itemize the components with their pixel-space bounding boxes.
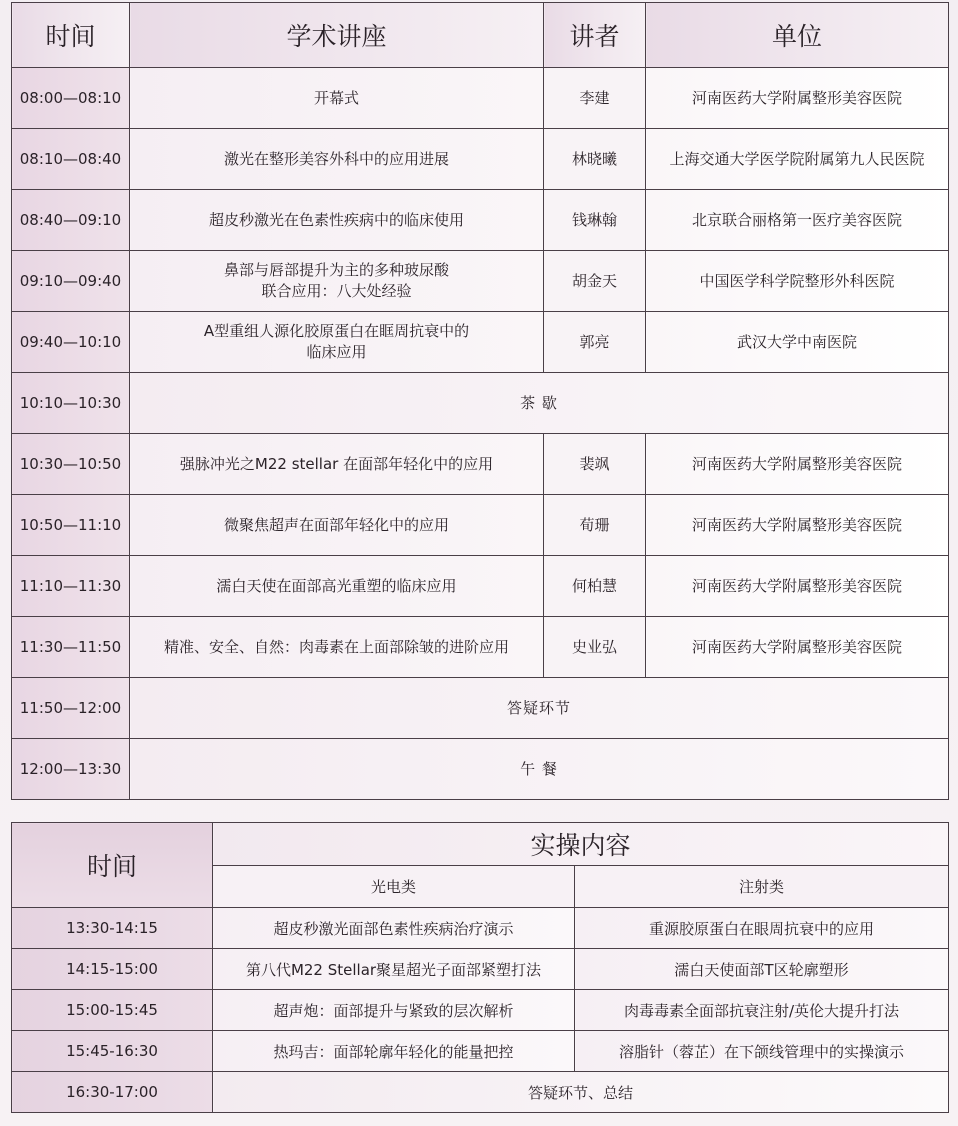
table-row — [12, 949, 949, 990]
talk-cell: 强脉冲光之M22 stellar 在面部年轻化中的应用 — [130, 434, 544, 495]
speaker-cell: 林晓曦 — [544, 129, 646, 190]
lecture-schedule-table — [11, 2, 949, 800]
talk-cell: 超皮秒激光在色素性疾病中的临床使用 — [130, 190, 544, 251]
table-row — [12, 617, 949, 678]
header-talk: 学术讲座 — [130, 3, 544, 68]
header-content: 实操内容 — [213, 823, 949, 866]
talk-cell: 开幕式 — [130, 68, 544, 129]
talk-cell — [130, 312, 544, 373]
time-cell: 16:30-17:00 — [12, 1072, 213, 1113]
table-header-row — [12, 3, 949, 68]
optoelectronic-cell: 超声炮：面部提升与紧致的层次解析 — [213, 990, 575, 1031]
table-row — [12, 373, 949, 434]
header-time: 时间 — [12, 823, 213, 908]
time-cell: 10:50—11:10 — [12, 495, 130, 556]
speaker-cell: 史业弘 — [544, 617, 646, 678]
table-row — [12, 678, 949, 739]
injection-cell: 重源胶原蛋白在眼周抗衰中的应用 — [575, 908, 949, 949]
speaker-cell: 钱琳翰 — [544, 190, 646, 251]
optoelectronic-cell: 第八代M22 Stellar聚星超光子面部紧塑打法 — [213, 949, 575, 990]
speaker-cell: 裴飒 — [544, 434, 646, 495]
time-cell: 15:00-15:45 — [12, 990, 213, 1031]
table-row — [12, 739, 949, 800]
org-cell: 河南医药大学附属整形美容医院 — [646, 68, 949, 129]
talk-cell: 微聚焦超声在面部年轻化中的应用 — [130, 495, 544, 556]
time-cell: 12:00—13:30 — [12, 739, 130, 800]
speaker-cell: 何柏慧 — [544, 556, 646, 617]
table-row — [12, 190, 949, 251]
table-row — [12, 1072, 949, 1113]
time-cell: 08:40—09:10 — [12, 190, 130, 251]
time-cell: 10:10—10:30 — [12, 373, 130, 434]
org-cell: 河南医药大学附属整形美容医院 — [646, 434, 949, 495]
org-cell: 北京联合丽格第一医疗美容医院 — [646, 190, 949, 251]
org-cell: 河南医药大学附属整形美容医院 — [646, 617, 949, 678]
table-row — [12, 434, 949, 495]
time-cell: 08:00—08:10 — [12, 68, 130, 129]
injection-cell: 溶脂针（蓉芷）在下颌线管理中的实操演示 — [575, 1031, 949, 1072]
injection-cell: 肉毒毒素全面部抗衰注射/英伦大提升打法 — [575, 990, 949, 1031]
talk-cell: 濡白天使在面部高光重塑的临床应用 — [130, 556, 544, 617]
time-cell: 09:40—10:10 — [12, 312, 130, 373]
talk-cell: 激光在整形美容外科中的应用进展 — [130, 129, 544, 190]
talk-line: 联合应用：八大处经验 — [261, 282, 412, 300]
time-cell: 09:10—09:40 — [12, 251, 130, 312]
org-cell: 河南医药大学附属整形美容医院 — [646, 495, 949, 556]
speaker-cell: 李建 — [544, 68, 646, 129]
header-injection: 注射类 — [575, 865, 949, 908]
header-speaker: 讲者 — [544, 3, 646, 68]
org-cell: 中国医学科学院整形外科医院 — [646, 251, 949, 312]
injection-cell: 濡白天使面部T区轮廓塑形 — [575, 949, 949, 990]
time-cell: 08:10—08:40 — [12, 129, 130, 190]
time-cell: 15:45-16:30 — [12, 1031, 213, 1072]
time-cell: 14:15-15:00 — [12, 949, 213, 990]
talk-line: 临床应用 — [306, 343, 367, 361]
org-cell: 上海交通大学医学院附属第九人民医院 — [646, 129, 949, 190]
header-time: 时间 — [12, 3, 130, 68]
table-row — [12, 251, 949, 312]
table-row — [12, 990, 949, 1031]
org-cell: 河南医药大学附属整形美容医院 — [646, 556, 949, 617]
talk-cell: 精准、安全、自然：肉毒素在上面部除皱的进阶应用 — [130, 617, 544, 678]
practice-schedule-table — [11, 822, 949, 1113]
talk-cell — [130, 251, 544, 312]
optoelectronic-cell: 热玛吉：面部轮廓年轻化的能量把控 — [213, 1031, 575, 1072]
qa-cell: 答疑环节 — [130, 678, 949, 739]
time-cell: 11:30—11:50 — [12, 617, 130, 678]
break-cell: 茶 歇 — [130, 373, 949, 434]
table-row — [12, 495, 949, 556]
time-cell: 11:10—11:30 — [12, 556, 130, 617]
table-row — [12, 312, 949, 373]
table-row — [12, 556, 949, 617]
header-org: 单位 — [646, 3, 949, 68]
org-cell: 武汉大学中南医院 — [646, 312, 949, 373]
header-optoelectronic: 光电类 — [213, 865, 575, 908]
qa-summary-cell: 答疑环节、总结 — [213, 1072, 949, 1113]
time-cell: 11:50—12:00 — [12, 678, 130, 739]
time-cell: 13:30-14:15 — [12, 908, 213, 949]
speaker-cell: 郭亮 — [544, 312, 646, 373]
speaker-cell: 荀珊 — [544, 495, 646, 556]
table-header-row — [12, 823, 949, 866]
table-row — [12, 908, 949, 949]
speaker-cell: 胡金天 — [544, 251, 646, 312]
talk-line: 鼻部与唇部提升为主的多种玻尿酸 — [223, 261, 449, 279]
table-row — [12, 129, 949, 190]
lunch-cell: 午 餐 — [130, 739, 949, 800]
table-row — [12, 1031, 949, 1072]
talk-line: A型重组人源化胶原蛋白在眶周抗衰中的 — [203, 322, 470, 340]
time-cell: 10:30—10:50 — [12, 434, 130, 495]
table-row — [12, 68, 949, 129]
optoelectronic-cell: 超皮秒激光面部色素性疾病治疗演示 — [213, 908, 575, 949]
